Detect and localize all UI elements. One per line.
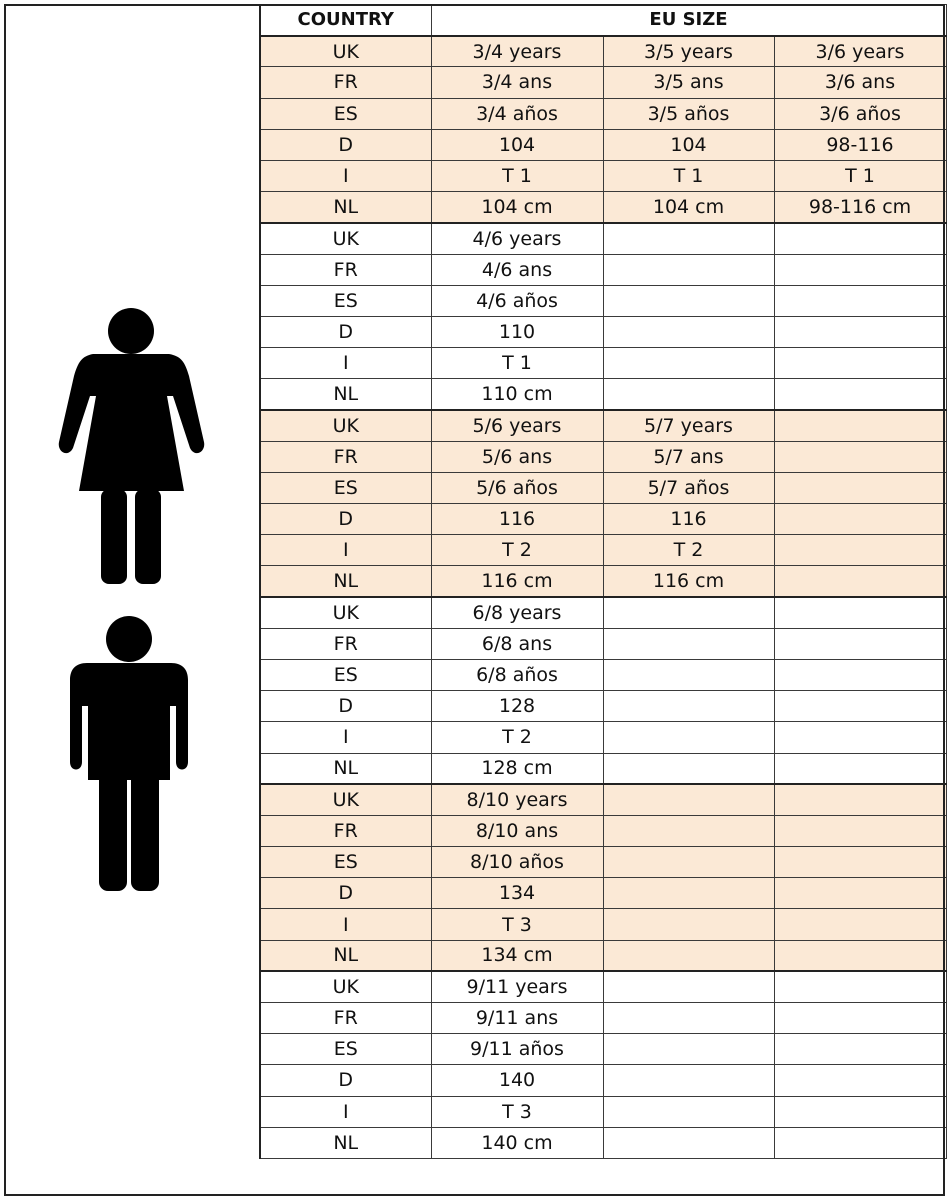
size-cell xyxy=(774,1003,946,1034)
country-code-cell: ES xyxy=(260,847,431,878)
size-cell xyxy=(774,722,946,753)
size-cell: 3/6 años xyxy=(774,98,946,129)
female-figure-icon xyxy=(59,308,204,584)
table-header-row xyxy=(260,5,946,36)
size-cell: 116 cm xyxy=(431,566,603,597)
country-code-cell: D xyxy=(260,316,431,347)
table-row xyxy=(260,379,946,410)
size-cell: 134 xyxy=(431,878,603,909)
size-cell: 6/8 años xyxy=(431,659,603,690)
country-code-cell: D xyxy=(260,129,431,160)
size-cell: T 2 xyxy=(431,722,603,753)
country-code-cell: NL xyxy=(260,566,431,597)
size-cell: 140 cm xyxy=(431,1127,603,1158)
size-cell: 5/6 years xyxy=(431,410,603,441)
size-cell: 9/11 años xyxy=(431,1034,603,1065)
size-cell xyxy=(774,628,946,659)
table-row xyxy=(260,847,946,878)
size-cell: 3/4 years xyxy=(431,36,603,67)
table-row xyxy=(260,628,946,659)
country-code-cell: NL xyxy=(260,1127,431,1158)
size-cell: 6/8 years xyxy=(431,597,603,628)
table-row xyxy=(260,1096,946,1127)
country-code-cell: UK xyxy=(260,410,431,441)
size-cell xyxy=(603,722,774,753)
size-cell xyxy=(774,379,946,410)
size-cell xyxy=(603,878,774,909)
country-code-cell: UK xyxy=(260,36,431,67)
size-cell xyxy=(774,815,946,846)
size-cell xyxy=(603,691,774,722)
table-row xyxy=(260,566,946,597)
size-cell xyxy=(603,348,774,379)
country-code-cell: FR xyxy=(260,815,431,846)
male-figure-icon xyxy=(70,616,188,891)
table-row xyxy=(260,753,946,784)
table-row xyxy=(260,192,946,223)
country-code-cell: I xyxy=(260,1096,431,1127)
country-code-cell: D xyxy=(260,691,431,722)
country-code-cell: FR xyxy=(260,628,431,659)
table-row xyxy=(260,254,946,285)
country-code-cell: FR xyxy=(260,441,431,472)
size-cell: 104 cm xyxy=(603,192,774,223)
size-cell xyxy=(774,441,946,472)
country-code-cell: I xyxy=(260,535,431,566)
table-row xyxy=(260,129,946,160)
table-row xyxy=(260,316,946,347)
country-code-cell: ES xyxy=(260,472,431,503)
size-cell: 9/11 years xyxy=(431,971,603,1002)
size-cell xyxy=(774,753,946,784)
size-cell: 4/6 years xyxy=(431,223,603,254)
table-row xyxy=(260,98,946,129)
size-cell: 110 cm xyxy=(431,379,603,410)
country-code-cell: NL xyxy=(260,753,431,784)
country-code-cell: UK xyxy=(260,971,431,1002)
size-cell xyxy=(603,909,774,940)
size-cell xyxy=(603,254,774,285)
size-cell: 8/10 ans xyxy=(431,815,603,846)
size-cell: 9/11 ans xyxy=(431,1003,603,1034)
table-row xyxy=(260,878,946,909)
eu-size-header: EU SIZE xyxy=(431,5,946,36)
size-cell xyxy=(774,940,946,971)
country-code-cell: ES xyxy=(260,1034,431,1065)
size-cell xyxy=(774,566,946,597)
country-code-cell: I xyxy=(260,160,431,191)
size-cell xyxy=(774,691,946,722)
size-cell xyxy=(774,971,946,1002)
size-cell: 3/5 ans xyxy=(603,67,774,98)
country-code-cell: D xyxy=(260,504,431,535)
size-cell: 140 xyxy=(431,1065,603,1096)
table-row xyxy=(260,160,946,191)
size-cell: 8/10 años xyxy=(431,847,603,878)
country-code-cell: UK xyxy=(260,223,431,254)
size-cell: T 3 xyxy=(431,1096,603,1127)
table-row xyxy=(260,1127,946,1158)
size-cell: 3/5 years xyxy=(603,36,774,67)
size-cell: 104 xyxy=(603,129,774,160)
table-row xyxy=(260,909,946,940)
size-cell: 116 xyxy=(603,504,774,535)
table-row xyxy=(260,348,946,379)
size-cell xyxy=(774,597,946,628)
table-row xyxy=(260,1065,946,1096)
table-row xyxy=(260,971,946,1002)
table-row xyxy=(260,535,946,566)
size-cell xyxy=(774,659,946,690)
size-cell: 116 xyxy=(431,504,603,535)
size-cell xyxy=(774,1096,946,1127)
size-cell xyxy=(603,1127,774,1158)
size-cell: T 3 xyxy=(431,909,603,940)
country-code-cell: D xyxy=(260,1065,431,1096)
size-cell: T 2 xyxy=(603,535,774,566)
country-code-cell: D xyxy=(260,878,431,909)
size-cell xyxy=(774,1127,946,1158)
size-cell xyxy=(603,753,774,784)
size-cell xyxy=(603,316,774,347)
size-cell: 3/6 years xyxy=(774,36,946,67)
size-cell: T 1 xyxy=(603,160,774,191)
table-row xyxy=(260,722,946,753)
country-code-cell: NL xyxy=(260,379,431,410)
table-row xyxy=(260,1003,946,1034)
size-cell: 5/7 years xyxy=(603,410,774,441)
country-code-cell: I xyxy=(260,348,431,379)
size-cell xyxy=(774,784,946,815)
size-cell: 3/4 años xyxy=(431,98,603,129)
table-row xyxy=(260,940,946,971)
table-row xyxy=(260,472,946,503)
size-cell: 4/6 años xyxy=(431,285,603,316)
size-cell xyxy=(774,316,946,347)
table-row xyxy=(260,659,946,690)
size-cell xyxy=(603,628,774,659)
table-row xyxy=(260,223,946,254)
country-code-cell: FR xyxy=(260,254,431,285)
size-cell: 5/6 ans xyxy=(431,441,603,472)
size-cell: 6/8 ans xyxy=(431,628,603,659)
size-cell xyxy=(774,285,946,316)
size-cell: 128 cm xyxy=(431,753,603,784)
size-cell xyxy=(774,878,946,909)
size-cell xyxy=(603,815,774,846)
country-code-cell: ES xyxy=(260,285,431,316)
table-row xyxy=(260,36,946,67)
size-cell xyxy=(603,379,774,410)
size-cell xyxy=(603,597,774,628)
size-cell: 5/7 ans xyxy=(603,441,774,472)
table-row xyxy=(260,504,946,535)
country-code-cell: UK xyxy=(260,597,431,628)
size-cell: 3/5 años xyxy=(603,98,774,129)
size-cell: 4/6 ans xyxy=(431,254,603,285)
country-code-cell: ES xyxy=(260,98,431,129)
table-row xyxy=(260,691,946,722)
size-table xyxy=(259,4,947,1159)
country-code-cell: ES xyxy=(260,659,431,690)
size-cell xyxy=(603,1003,774,1034)
size-cell xyxy=(774,535,946,566)
size-cell xyxy=(603,940,774,971)
country-code-cell: FR xyxy=(260,1003,431,1034)
size-cell: 8/10 years xyxy=(431,784,603,815)
size-cell xyxy=(774,254,946,285)
table-row xyxy=(260,815,946,846)
size-cell: 5/7 años xyxy=(603,472,774,503)
country-code-cell: NL xyxy=(260,940,431,971)
size-cell xyxy=(603,847,774,878)
size-cell: 104 cm xyxy=(431,192,603,223)
size-cell: 134 cm xyxy=(431,940,603,971)
country-code-cell: I xyxy=(260,722,431,753)
size-cell xyxy=(774,504,946,535)
size-cell: T 1 xyxy=(774,160,946,191)
figure-sidebar xyxy=(0,0,260,1200)
size-cell: 5/6 años xyxy=(431,472,603,503)
size-cell: 3/6 ans xyxy=(774,67,946,98)
size-cell xyxy=(774,1065,946,1096)
size-cell xyxy=(774,1034,946,1065)
country-code-cell: I xyxy=(260,909,431,940)
table-row xyxy=(260,1034,946,1065)
country-code-cell: NL xyxy=(260,192,431,223)
size-cell xyxy=(774,847,946,878)
size-cell: 116 cm xyxy=(603,566,774,597)
size-cell: T 1 xyxy=(431,348,603,379)
table-row xyxy=(260,597,946,628)
size-cell xyxy=(603,971,774,1002)
figure-icons xyxy=(0,0,260,1200)
country-header: COUNTRY xyxy=(260,5,431,36)
size-cell: 3/4 ans xyxy=(431,67,603,98)
table-row xyxy=(260,67,946,98)
size-cell xyxy=(774,223,946,254)
size-cell: 128 xyxy=(431,691,603,722)
size-cell xyxy=(603,285,774,316)
size-cell xyxy=(774,909,946,940)
country-code-cell: FR xyxy=(260,67,431,98)
size-cell xyxy=(603,784,774,815)
size-cell: 98-116 xyxy=(774,129,946,160)
size-cell xyxy=(603,659,774,690)
size-cell xyxy=(603,1096,774,1127)
size-cell xyxy=(774,348,946,379)
size-cell: 110 xyxy=(431,316,603,347)
size-cell: T 2 xyxy=(431,535,603,566)
size-cell: T 1 xyxy=(431,160,603,191)
size-cell xyxy=(603,1065,774,1096)
size-cell xyxy=(603,1034,774,1065)
size-cell: 104 xyxy=(431,129,603,160)
table-row xyxy=(260,410,946,441)
country-code-cell: UK xyxy=(260,784,431,815)
size-cell xyxy=(774,410,946,441)
size-cell xyxy=(603,223,774,254)
size-cell xyxy=(774,472,946,503)
size-cell: 98-116 cm xyxy=(774,192,946,223)
table-row xyxy=(260,285,946,316)
table-row xyxy=(260,784,946,815)
size-table-body xyxy=(260,36,946,1159)
table-row xyxy=(260,441,946,472)
